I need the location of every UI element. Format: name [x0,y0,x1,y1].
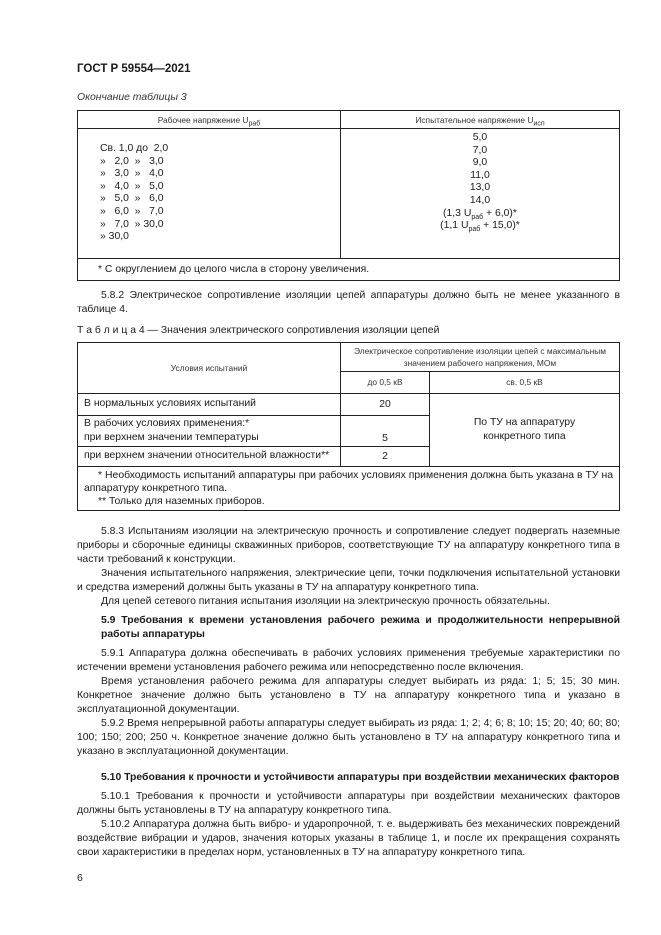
table3-caption: Окончание таблицы 3 [77,92,187,103]
table4-value: 20 [341,393,430,415]
paragraph-5-9-2: 5.9.2 Время непрерывной работы аппаратуры следует выбирать из ряда: 1; 2; 4; 6; 8; 10; 15; 20; 40; 60; 80; 100; 150; 200; 250 ч. Конкретное значение должно быть установлено в ТУ на аппаратуру конкретного типа и указано в эксплуатационной документации. [77,717,620,757]
table3-col2-header: Испытательное напряжение $U_{исп}$ [341,111,620,129]
table4-merged-cell: По ТУ на аппаратуру конкретного типа [430,393,620,466]
paragraph: Время установления рабочего режима для аппаратуры следует выбирать из ряда: 1; 5; 15; 30 мин. Конкретное значение должно быть установлено в ТУ на аппаратуру конкретного типа и указано в эксплуатационной документации. [77,675,620,715]
paragraph-5-8-3: 5.8.3 Испытаниям изоляции на электрическую прочность и сопротивление следует подвергать наземные приборы и сборочные единицы скважинных приборов, соответствующие ТУ на аппаратуру конкретного типа в части требований к конструкции. [77,525,620,565]
paragraph-5-10-1: 5.10.1 Требования к прочности и устойчивости аппаратуры при воздействии механических факторов должны быть установлены в ТУ на аппаратуру конкретного типа. [77,790,620,816]
table4-col2-header: Электрическое сопротивление изоляции цепей с максимальным значением рабочего напряжения, МОм [341,342,620,371]
section-heading-5-10: 5.10 Требования к прочности и устойчивости аппаратуры при воздействии механических факторов [101,771,620,783]
paragraph: Для цепей сетевого питания испытания изоляции на электрическую прочность обязательны. [101,595,550,607]
document-header: ГОСТ Р 59554—2021 [77,63,191,75]
paragraph-5-8-2: 5.8.2 Электрическое сопротивление изоляции цепей аппаратуры должно быть не менее указанного в таблице 4. [77,289,620,315]
body-text [77,525,620,860]
paragraph: Значения испытательного напряжения, электрические цепи, точки подключения испытательной установки и средства измерений должны быть указаны в ТУ на аппаратуру конкретного типа. [77,567,620,593]
table4-sub-header-high: св. 0,5 кВ [430,371,620,393]
table4-row-humidity: при верхнем значении относительной влажности** [78,446,341,466]
table4-value: 2 [341,446,430,466]
section-heading-5-9: 5.9 Требования к времени установления рабочего режима и продолжительности непрерывной работы аппаратуры [101,614,620,640]
table3-col1-header: Рабочее напряжение $U_{раб}$ [78,111,341,129]
paragraph-5-10-2: 5.10.2 Аппаратура должна быть вибро- и удaропрочной, т. е. выдерживать без механических повреждений воздействие вибрации и ударов, значения которых указаны в таблице 1, и после их прекращения сохранять свои характеристики в пределах норм, установленных в ТУ на аппаратуру конкретного типа. [77,818,620,858]
table4-row-normal: В нормальных условиях испытаний [78,393,341,415]
table3-footnote: * С округлением до целого числа в сторону увеличения. [78,258,620,280]
table3-test-voltages: 5,0 7,0 9,0 11,0 13,0 14,0 (1,3 $U_{раб} + 6,0)*$ (1,1 $U_{раб} + 15,0)*$ [341,129,620,259]
table4-value: 5 [341,415,430,446]
page-number: 6 [77,872,83,884]
table-3 [77,110,620,281]
table4-col1-header: Условия испытаний [78,342,341,393]
table-4 [77,342,620,511]
table4-footnotes: * Необходимость испытаний аппаратуры при рабочих условиях применения должна быть указана в ТУ на аппаратуру конкретного типа. ** Только для наземных приборов. [78,466,620,510]
table4-row-working: В рабочих условиях применения:* при верхнем значении температуры [78,415,341,446]
table4-caption: Т а б л и ц а 4 — Значения электрического сопротивления изоляции цепей [77,324,440,336]
table3-voltage-ranges: Св. 1,0 до 2,0 » 2,0 » 3,0 » 3,0 » 4,0 » 4,0 » 5,0 » 5,0 » 6,0 » 6,0 » 7,0 » 7,0 » 30,0 » 30,0 [78,129,341,259]
table4-sub-header-low: до 0,5 кВ [341,371,430,393]
paragraph-5-9-1: 5.9.1 Аппаратура должна обеспечивать в рабочих условиях применения требуемые характеристики по истечении времени установления рабочего режима или непосредственно после включения. [77,647,620,673]
